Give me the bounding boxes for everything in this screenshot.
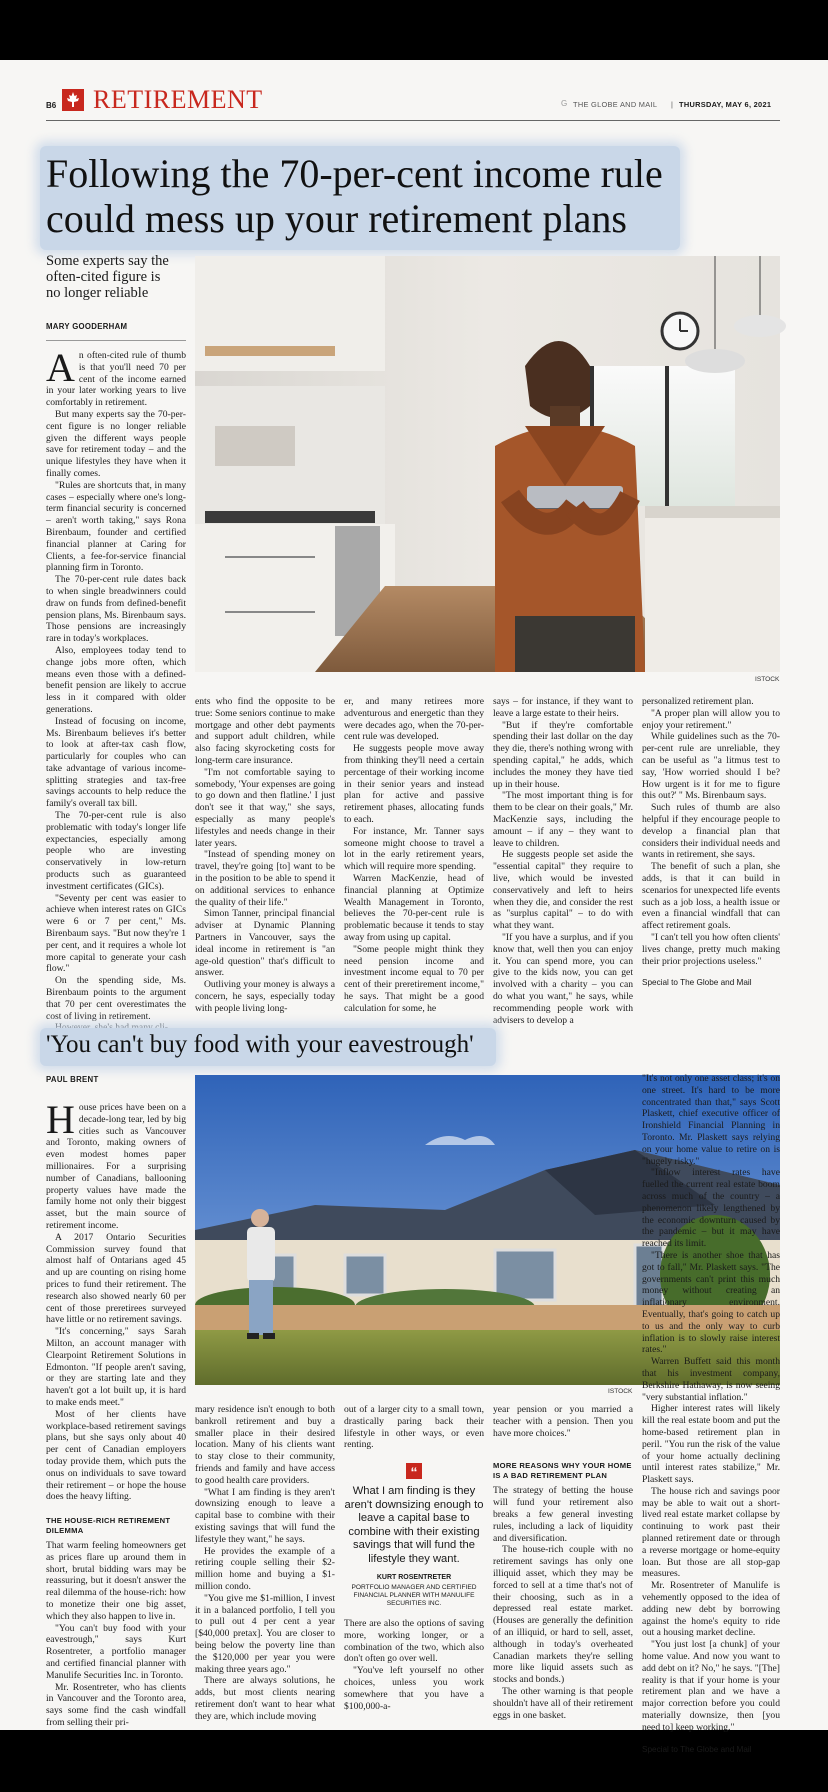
paragraph: "There is another shoe that has got to fall," Mr. Plaskett says. "The governments can't print this much money without creating an inflationary environment. Eventually, that's going to catch up to us and the only way to curb inflation is to slowly raise interest rates." (642, 1249, 780, 1356)
paragraph: "I'm not comfortable saying to somebody, 'Your expenses are going to go down and then flatline.' I just don't see it that way," she says, especially as many people's lifestyles and needs change in their later years. (195, 766, 335, 849)
paragraph: The benefit of such a plan, she adds, is that it can build in scenarios for unexpected life events such as a job loss, a health issue or even a financial windfall that can affect retirement goals. (642, 861, 780, 932)
paragraph: "It's concerning," says Sarah Milton, an account manager with Clearpoint Retirement Solutions in Edmonton. "If people aren't saving, or they are starting late and they haven't got a lot built up, it is hard to make ends meet." (46, 1326, 186, 1408)
paragraph: "You just lost [a chunk] of your home value. And now you want to add debt on it? No," he says. "[The] reality is that if your home is your retirement plan and we have a major correction before you could materially downsize, then [you need to] keep working." (642, 1639, 780, 1733)
globe-icon: G (561, 99, 568, 108)
story2-byline: PAUL BRENT (46, 1075, 99, 1084)
paragraph: "If you have a surplus, and if you know that, well then you can enjoy it. You can spend more, you can give to the kids now, you can get involved with a charity – you can do what you want," he says, while recommending people work with advisers to develop a (493, 931, 633, 1026)
story1-photo-credit: ISTOCK (755, 676, 780, 683)
story1-signoff: Special to The Globe and Mail (642, 978, 752, 988)
paragraph: Higher interest rates will likely kill the real estate boom and put the home-based retirement plan in peril. "You run the risk of the value of your home actually declining until interest rates stabilize," Mr. Plaskett says. (642, 1403, 780, 1486)
paragraph: "Rules are shortcuts that, in many cases – especially where one's long-term financial security is concerned – aren't worth taking," says Rona Birenbaum, founder and certified financial planner at Caring for Clients, a fee-for-service financial planning firm in Toronto. (46, 479, 186, 574)
subhead-more-reasons: MORE REASONS WHY YOUR HOME IS A BAD RETIREMENT PLAN (493, 1461, 632, 1481)
paragraph: "It's not only one asset class; it's on one street. It's hard to be more concentrated than that," says Scott Plaskett, chief executive officer of Ironshield Financial Planning in Toronto. Mr. Plaskett says relying on your home value to retire on is "hugely risky." (642, 1073, 780, 1167)
paragraph: out of a larger city to a small town, drastically paring back their lifestyle in other ways, or even renting. (344, 1404, 484, 1451)
pull-quote-title: PORTFOLIO MANAGER AND CERTIFIED FINANCIAL PLANNER WITH MANULIFE SECURITIES INC. (351, 1583, 477, 1607)
paragraph: Simon Tanner, principal financial adviser at Dynamic Planning Partners in Vancouver, says the ideal income in retirement is "an age-old question" that's difficult to answer. (195, 908, 335, 979)
story1-column-3 (344, 696, 484, 1052)
paragraph: A 2017 Ontario Securities Commission survey found that almost half of Ontarians aged 45 and up are counting on rising home prices to fund their retirement. The research also showed nearly 60 per cent of those preretirees surveyed have little or no retirement savings. (46, 1231, 186, 1326)
story1-headline: Following the 70-per-cent income rule could mess up your retirement plans (46, 151, 663, 241)
paragraph: But many experts say the 70-per-cent figure is no longer reliable given the different ways people save for retirement today – and the unique lifestyles they have when it finally comes. (46, 408, 186, 479)
paragraph: He provides the example of a retiring couple selling their $2-million home and buying a $1-million condo. (195, 1545, 335, 1592)
quote-icon: “ (406, 1463, 422, 1479)
paragraph: year pension or you married a teacher with a pension. Then you have more choices." (493, 1404, 633, 1439)
story2-photo-credit: ISTOCK (608, 1388, 633, 1395)
header-rule (46, 120, 780, 121)
page-number: B6 (46, 101, 57, 110)
paragraph: Warren Buffett said this month that his investment company, Berkshire Hathaway, is now seeing "very substantial inflation." (642, 1356, 780, 1403)
story1-drop-cap: A (46, 345, 75, 390)
story2-column-5 (642, 1073, 780, 1754)
story2-signoff: Special to The Globe and Mail (642, 1744, 752, 1754)
paragraph: "You give me $1-million, I invest it in a balanced portfolio, I tell you to pull out 4 per cent a year [$40,000 pretax]. You are closer to being below the poverty line than the $120,000 per year you were making three years ago." (195, 1592, 335, 1675)
story1-column-1 (46, 345, 186, 1110)
paragraph: "I can't tell you how often clients' lives change, pretty much making their prior projections useless." (642, 931, 780, 967)
story1-byline: MARY GOODERHAM (46, 322, 128, 331)
publication-date: THURSDAY, MAY 6, 2021 (679, 100, 772, 109)
byline-rule (46, 340, 186, 341)
paragraph: Instead of focusing on income, Ms. Birenbaum believes it's better to look at after-tax cash flow, particularly for couples who can take advantage of various income-splitting strategies and tax-free savings accounts to help reduce the family's overall tax bill. (46, 715, 186, 810)
paragraph: The strategy of betting the house will fund your retirement also breaks a few general investing rules, including a lack of liquidity and diversification. (493, 1485, 633, 1544)
paragraph: On the spending side, Ms. Birenbaum points to the argument that 70 per cent overestimates the cost of living in retirement. (46, 975, 186, 1022)
paragraph: The other warning is that people shouldn't have all of their retirement eggs in one basket. (493, 1685, 633, 1721)
paragraph: There are always solutions, he adds, but most clients nearing retirement don't want to hear what they are, which include moving (195, 1675, 335, 1722)
publication-name: THE GLOBE AND MAIL (573, 100, 658, 109)
paragraph: says – for instance, if they want to leave a large estate to their heirs. (493, 696, 633, 719)
paragraph: Mr. Rosentreter of Manulife is vehemently opposed to the idea of adding new debt by borrowing against the home's equity to ride out a housing market decline. (642, 1580, 780, 1639)
maple-leaf-icon (62, 89, 84, 111)
paragraph: There are also the options of saving more, working longer, or a combination of the two, which also don't often go over well. (344, 1617, 484, 1665)
paragraph: "A proper plan will allow you to enjoy your retirement." (642, 707, 780, 731)
kitchen-photo (195, 256, 780, 672)
story2-column-1 (46, 1097, 186, 1729)
header-separator: | (671, 100, 673, 109)
paragraph: "But if they're comfortable spending their last dollar on the day they die, there's nothing wrong with spending capital," he adds, which includes the money they have tied up in their house. (493, 719, 633, 790)
paragraph: "Instead of spending money on travel, they're going [to] want to be in the position to be able to spend it on additional services to enhance the quality of their life." (195, 849, 335, 908)
story2-headline: 'You can't buy food with your eavestrough' (46, 1031, 474, 1058)
newspaper-page (0, 60, 828, 1754)
paragraph: He suggests people move away from thinking they'll need a certain percentage of their working income in their senior years and instead plan for active and passive retirement phases, allocating funds to each. (344, 743, 484, 825)
story1-column-4 (493, 696, 633, 1052)
paragraph: "Seventy per cent was easier to achieve when interest rates on GICs were 6 or 7 per cent," Ms. Birenbaum says. "But now they're 1 per cent, and it requires a whole lot more capital to generate your cash flow." (46, 892, 186, 975)
story2-column-4 (493, 1404, 633, 1724)
paragraph: n often-cited rule of thumb is that you'll need 70 per cent of the income earned in your later working years to live comfortably in retirement. (46, 350, 186, 409)
paragraph: The house rich and savings poor may be able to wait out a short-lived real estate market collapse by continuing to work past their planned retirement date or through a reverse mortgage or home-equity loan. But those are all stop-gap measures. (642, 1485, 780, 1580)
story1-column-2 (195, 696, 335, 1052)
story2-column-3 (344, 1404, 484, 1724)
paragraph: While guidelines such as the 70-per-cent rule are unreliable, they can be useful as "a litmus test to say, 'How worried should I be? How urgent is it for me to figure this out?' " Ms. Birenbaum says. (642, 731, 780, 802)
section-title: RETIREMENT (93, 85, 263, 114)
paragraph: The house-rich couple with no retirement savings has only one illiquid asset, which they may be forced to sell at a time that's not of their choosing, such as in a depressed real estate market. (Houses are generally the definition of an illiquid, or hard to sell, asset, although in today's overheated Canadian markets they're selling more like liquid assets such as stocks and bonds.) (493, 1544, 633, 1686)
story1-column-5 (642, 696, 780, 1056)
paragraph: "The most important thing is for them to be clear on their goals," Mr. MacKenzie says, including the amount – if any – they want to leave to children. (493, 790, 633, 849)
paragraph: "You can't buy food with your eavestrough," says Kurt Rosentreter, a portfolio manager and certified financial planner with Manulife Securities Inc. in Toronto. (46, 1622, 186, 1681)
paragraph: personalized retirement plan. (642, 696, 754, 707)
paragraph: That warm feeling homeowners get as prices flare up around them in short, brutal bidding wars may be reassuring, but it doesn't answer the real dilemma of the house-rich: how to monetize their one big asset, which they also happen to live in. (46, 1540, 186, 1622)
story1-deck: Some experts say the often-cited figure is no longer reliable (46, 253, 169, 301)
paragraph: Mr. Rosentreter, who has clients in Vancouver and the Toronto area, says some find the cash windfall from selling their pri- (46, 1681, 186, 1729)
paragraph: Most of her clients have workplace-based retirement savings plans, but she says only about 40 per cent of Canadian employers today provide them, which puts the onus on individuals to save toward their retirement – or hope the house does the heavy lifting. (46, 1408, 186, 1503)
story2-drop-cap: H (46, 1097, 75, 1142)
story2-column-2 (195, 1404, 335, 1724)
paragraph: ouse prices have been on a decade-long tear, led by big cities such as Vancouver and Toronto, making owners of even modest homes paper millionaires. For a surprising number of Canadians, ballooning property values have made the family home not only their biggest asset, but the main source of retirement income. (46, 1102, 186, 1231)
paragraph: The 70-per-cent rule dates back to when single breadwinners could draw on funds from defined-benefit pension plans, Ms. Birenbaum says. Those pensions are increasingly rare in today's workplaces. (46, 574, 186, 645)
paragraph: For instance, Mr. Tanner says someone might choose to travel a lot in the early retirement years, which will require more spending. (344, 825, 484, 873)
paragraph: "What I am finding is they aren't downsizing enough to leave a capital base to combine with their existing savings that will fund the lifestyle they want," he says. (195, 1486, 335, 1545)
pull-quote (344, 1463, 484, 1608)
subhead-house-rich: THE HOUSE-RICH RETIREMENT DILEMMA (46, 1516, 171, 1536)
paragraph: Warren MacKenzie, head of financial planning at Optimize Wealth Management in Toronto, believes the 70-per-cent rule is problematic because it tends to stay away from using up capital. (344, 872, 484, 943)
paragraph: Outliving your money is always a concern, he says, especially today with people living long- (195, 979, 335, 1014)
paragraph: The 70-per-cent rule is also problematic with today's longer life expectancies, especially among people who are investing conservatively in low-return products such as guaranteed investment certificates (GICs). (46, 810, 186, 892)
paragraph: Such rules of thumb are also helpful if they encourage people to develop a financial plan that considers their individual needs and wants in retirement, she says. (642, 802, 781, 861)
pull-quote-text: What I am finding is they aren't downsizing enough to leave a capital base to combine with their existing savings that will fund the lifestyle they want. (344, 1485, 484, 1565)
paragraph: "You've left yourself no other choices, unless you work somewhere that you have a $100,000-a- (344, 1665, 484, 1712)
paragraph: Also, employees today tend to change jobs more often, which means even those with a defined-benefit pension are likely to accrue less in it compared with older generations. (46, 644, 186, 715)
paragraph: "Some people might think they need pension income and investment income equal to 70 per cent of their preretirement income," he says. That might be a good calculation for some, he (344, 943, 484, 1014)
paragraph: ents who find the opposite to be true: Some seniors continue to make mortgage and other debt payments and support adult children, while also facing skyrocketing costs for long-term care insurance. (195, 696, 335, 766)
paragraph: er, and many retirees more adventurous and energetic than they were decades ago, when the 70-per-cent rule was developed. (344, 696, 484, 743)
paragraph: "Inflow interest rates have fuelled the current real estate boom across much of the country – a phenomenon likely lengthened by the economic downturn caused by the pandemic – but it may have reached its limit. (642, 1167, 780, 1250)
pull-quote-name: KURT ROSENTRETER (376, 1574, 452, 1582)
paragraph: He suggests people set aside the "essential capital" they require to live, which would be invested conservatively and left to heirs when they die, and consider the rest as "surplus capital" – to do with what they want. (493, 849, 633, 932)
paragraph: mary residence isn't enough to both bankroll retirement and buy a smaller place in their desired location. Many of his clients want to stay close to their community, friends and family and have access to good health care providers. (195, 1404, 335, 1486)
